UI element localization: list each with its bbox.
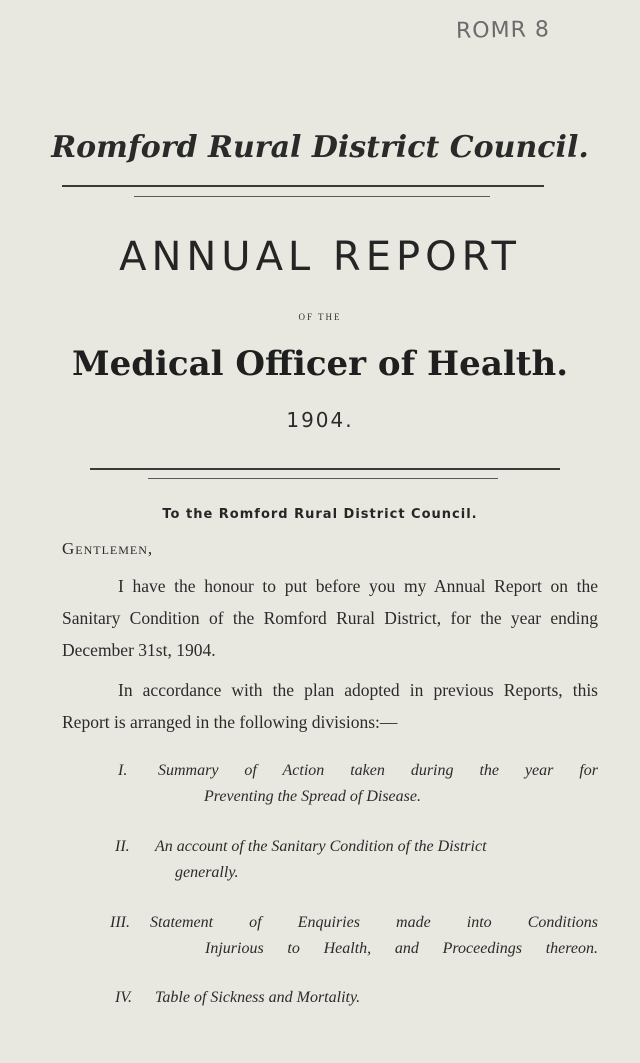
report-year: 1904. [286,408,354,432]
title-rule-bottom [134,196,490,197]
division-item [110,910,598,962]
handwritten-reference: ROMR 8 [455,17,551,44]
of-the-label: OF THE [298,312,342,322]
report-heading: ANNUAL REPORT [119,234,521,280]
division-continuation: Preventing the Spread of Disease. [204,788,421,805]
division-text: An account of the Sanitary Condition of the District [155,838,487,855]
division-text: Summary of Action taken during the year for [158,762,598,779]
year-rule-bottom [148,478,498,479]
division-continuation: Injurious to Health, and Proceedings thereon. [205,940,598,957]
division-numeral: I. [118,762,128,779]
division-numeral: II. [115,838,130,855]
paragraph-introduction: I have the honour to put before you my Annual Report on the Sanitary Condition of the Romford Rural District, for the year ending December 31st, 1904. [62,576,598,660]
division-item [115,985,598,1011]
division-text: Statement of Enquiries made into Conditions [150,914,598,931]
title-rule-top [62,185,544,187]
division-item [115,834,598,886]
council-title: Romford Rural District Council. [51,130,589,165]
division-text: Table of Sickness and Mortality. [155,989,361,1006]
paragraph-divisions: In accordance with the plan adopted in previous Reports, this Report is arranged in the following divisions:— [62,680,598,732]
division-item [118,758,598,810]
officer-title: Medical Officer of Health. [71,344,569,384]
salutation: Gentlemen, [62,539,154,558]
division-numeral: III. [110,914,130,931]
year-rule-top [90,468,560,470]
address-line: To the Romford Rural District Council. [162,507,478,522]
division-continuation: generally. [175,864,239,881]
division-numeral: IV. [115,989,133,1006]
